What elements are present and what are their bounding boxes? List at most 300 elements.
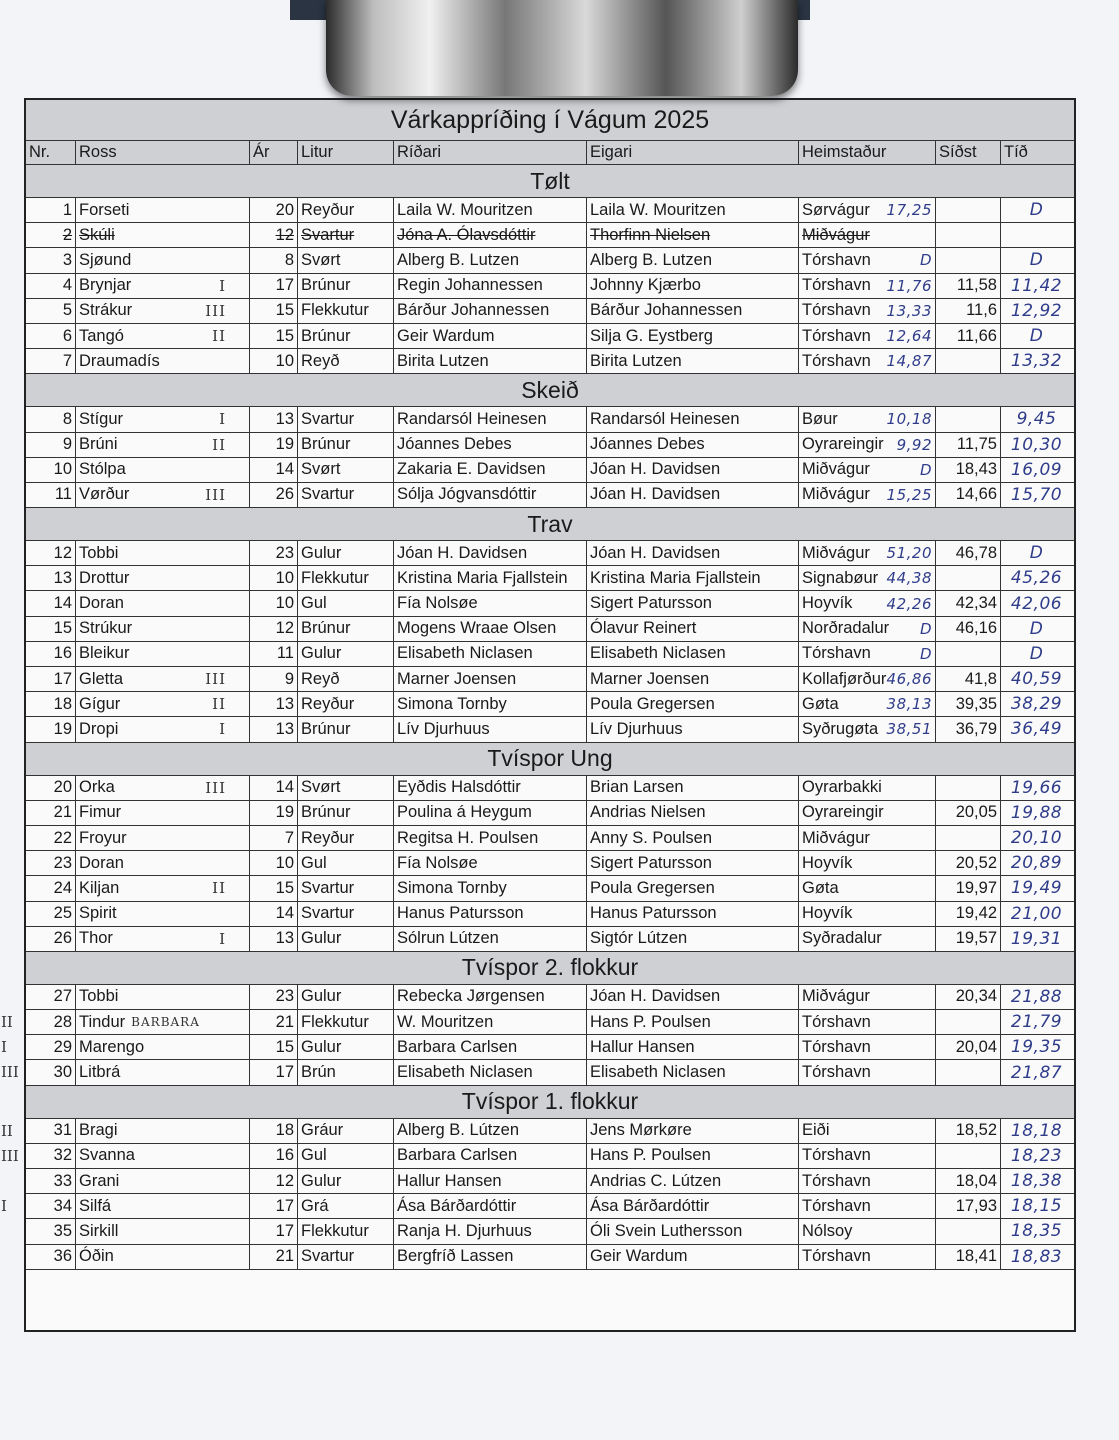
litur-cell: Gul [298, 591, 394, 615]
heimstadur-name: Tórshavn [802, 644, 871, 663]
sidst-cell [936, 566, 1001, 590]
tid-cell: 21,88 [1010, 986, 1063, 1007]
tid-cell: 19,88 [1010, 802, 1063, 823]
eigari-cell: Andrias Nielsen [587, 801, 799, 825]
heimstadur-cell [799, 1194, 936, 1218]
heimstadur-cell [799, 198, 936, 222]
ar-cell: 12 [250, 1169, 298, 1193]
eigari-cell: Marner Joensen [587, 667, 799, 691]
heimstadur-name: Kollafjørður [802, 669, 887, 688]
heimstadur-name: Tórshavn [802, 1012, 871, 1031]
litur-cell: Svartur [298, 407, 394, 431]
ridari-cell: Ranja H. Djurhuus [394, 1219, 587, 1243]
eigari-cell: Anny S. Poulsen [587, 826, 799, 850]
eigari-cell: Andrias C. Lútzen [587, 1169, 799, 1193]
ridari-cell: Poulina á Heygum [394, 801, 587, 825]
handwritten-time: D [919, 251, 932, 270]
heimstadur-cell [799, 324, 936, 348]
table-row [26, 927, 1074, 952]
tid-cell: D [1029, 326, 1044, 347]
eigari-cell: Silja G. Eystberg [587, 324, 799, 348]
tid-cell: 21,00 [1010, 903, 1063, 924]
ar-cell: 7 [250, 826, 298, 850]
ar-cell: 15 [250, 299, 298, 323]
sidst-cell: 41,8 [936, 667, 1001, 691]
ross-name: Doran [79, 853, 124, 872]
ross-name: Tangó [79, 326, 124, 345]
ar-cell: 21 [250, 1245, 298, 1269]
eigari-cell: Jóan H. Davidsen [587, 541, 799, 565]
handwritten-time: 46,86 [886, 670, 932, 689]
tid-cell: 15,70 [1010, 484, 1063, 505]
heimstadur-cell [799, 274, 936, 298]
table-row [26, 1169, 1074, 1194]
ross-cell [76, 483, 250, 507]
litur-cell: Svørt [298, 458, 394, 482]
litur-cell: Flekkutur [298, 299, 394, 323]
heimstadur-name: Miðvágur [802, 460, 870, 479]
tid-cell: D [1029, 618, 1044, 639]
sidst-cell: 11,58 [936, 274, 1001, 298]
column-header: Ríðari [394, 141, 587, 164]
nr-cell: 12 [26, 541, 76, 565]
table-row [26, 483, 1074, 508]
ross-cell [76, 826, 250, 850]
handwritten-mark: II [212, 879, 226, 898]
litur-cell: Brúnur [298, 617, 394, 641]
table-row [26, 667, 1074, 692]
nr-cell: 5 [26, 299, 76, 323]
ross-cell [76, 801, 250, 825]
table-row [26, 801, 1074, 826]
nr-cell: 15 [26, 617, 76, 641]
heimstadur-cell [799, 248, 936, 272]
sidst-cell [936, 776, 1001, 800]
column-header: Heimstaður [799, 141, 936, 164]
ross-name: Fimur [79, 803, 122, 822]
eigari-cell: Jóan H. Davidsen [587, 985, 799, 1009]
ridari-cell: Elisabeth Niclasen [394, 1060, 587, 1084]
ross-name: Tobbi [79, 987, 119, 1006]
heimstadur-cell [799, 1119, 936, 1143]
litur-cell: Gulur [298, 985, 394, 1009]
tid-cell [1001, 223, 1072, 247]
sidst-cell [936, 1060, 1001, 1084]
ar-cell: 13 [250, 927, 298, 951]
sidst-cell [936, 642, 1001, 666]
litur-cell: Gul [298, 1144, 394, 1168]
heimstadur-cell [799, 458, 936, 482]
sidst-cell [936, 826, 1001, 850]
ross-name: Sjøund [79, 250, 132, 269]
table-row [26, 566, 1074, 591]
tid-cell: 18,15 [1010, 1196, 1063, 1217]
ross-name: Stólpa [79, 460, 126, 479]
handwritten-mark: I [219, 929, 226, 948]
sidst-cell [936, 248, 1001, 272]
ross-name: Gletta [79, 669, 124, 688]
section-heading: Tvíspor 1. flokkur [26, 1086, 1074, 1119]
heimstadur-name: Bøur [802, 409, 838, 428]
ross-name: Tobbi [79, 543, 119, 562]
ridari-cell: Laila W. Mouritzen [394, 198, 587, 222]
sidst-cell [936, 1010, 1001, 1034]
eigari-cell: Hans P. Poulsen [587, 1010, 799, 1034]
tid-cell: D [1029, 643, 1044, 664]
handwritten-time: 51,20 [886, 544, 932, 563]
handwritten-time: 14,87 [886, 352, 932, 371]
heimstadur-cell [799, 692, 936, 716]
litur-cell: Grá [298, 1194, 394, 1218]
sidst-cell: 20,05 [936, 801, 1001, 825]
table-row [26, 717, 1074, 742]
litur-cell: Svartur [298, 483, 394, 507]
ar-cell: 23 [250, 541, 298, 565]
sidst-cell: 20,34 [936, 985, 1001, 1009]
ross-name: Marengo [79, 1037, 145, 1056]
ridari-cell: Marner Joensen [394, 667, 587, 691]
sidst-cell: 18,52 [936, 1119, 1001, 1143]
heimstadur-cell [799, 433, 936, 457]
tid-cell: 21,87 [1010, 1062, 1063, 1083]
eigari-cell: Hallur Hansen [587, 1035, 799, 1059]
ross-cell [76, 667, 250, 691]
ross-cell [76, 324, 250, 348]
nr-cell: 1 [26, 198, 76, 222]
ar-cell: 13 [250, 692, 298, 716]
handwritten-mark: I [219, 276, 226, 295]
ridari-cell: Alberg B. Lútzen [394, 1119, 587, 1143]
ar-cell: 15 [250, 1035, 298, 1059]
ross-cell [76, 642, 250, 666]
sidst-cell: 11,75 [936, 433, 1001, 457]
table-row [26, 1144, 1074, 1169]
eigari-cell: Sigtór Lútzen [587, 927, 799, 951]
tid-cell: 38,29 [1010, 694, 1063, 715]
heimstadur-cell [799, 223, 936, 247]
results-sheet [24, 98, 1076, 1332]
nr-cell: 24 [26, 876, 76, 900]
ar-cell: 12 [250, 223, 298, 247]
ross-name: Draumadís [79, 351, 160, 370]
litur-cell: Svartur [298, 1245, 394, 1269]
nr-cell: 22 [26, 826, 76, 850]
ridari-cell: Kristina Maria Fjallstein [394, 566, 587, 590]
nr-cell: 16 [26, 642, 76, 666]
ar-cell: 10 [250, 349, 298, 373]
nr-cell: 31 [26, 1119, 76, 1143]
ross-cell [76, 1119, 250, 1143]
heimstadur-name: Tórshavn [802, 250, 871, 269]
ar-cell: 13 [250, 717, 298, 741]
nr-cell: 21 [26, 801, 76, 825]
heimstadur-name: Tórshavn [802, 301, 871, 320]
heimstadur-name: Oyrareingir [802, 803, 884, 822]
table-row [26, 541, 1074, 566]
ross-cell [76, 566, 250, 590]
heimstadur-name: Hoyvík [802, 904, 853, 923]
nr-cell: 9 [26, 433, 76, 457]
nr-cell: 36 [26, 1245, 76, 1269]
ridari-cell: Randarsól Heinesen [394, 407, 587, 431]
ross-name: Óðin [79, 1247, 114, 1266]
nr-cell: 10 [26, 458, 76, 482]
ar-cell: 12 [250, 617, 298, 641]
ridari-cell: Fía Nolsøe [394, 591, 587, 615]
ross-cell [76, 776, 250, 800]
nr-cell: 33 [26, 1169, 76, 1193]
handwritten-time: 9,92 [896, 435, 932, 454]
tid-cell: 19,35 [1010, 1037, 1063, 1058]
table-row [26, 1219, 1074, 1244]
ross-cell [76, 851, 250, 875]
ar-cell: 10 [250, 851, 298, 875]
table-row [26, 591, 1074, 616]
section-heading: Skeið [26, 374, 1074, 407]
ross-cell [76, 692, 250, 716]
litur-cell: Gulur [298, 1035, 394, 1059]
eigari-cell: Jóan H. Davidsen [587, 483, 799, 507]
ross-name: Stígur [79, 409, 124, 428]
ridari-cell: Ása Bárðardóttir [394, 1194, 587, 1218]
ross-name: Silfá [79, 1196, 112, 1215]
heimstadur-cell [799, 902, 936, 926]
column-header: Ár [250, 141, 298, 164]
ridari-cell: Regitsa H. Poulsen [394, 826, 587, 850]
handwritten-mark: II [212, 435, 226, 454]
eigari-cell: Óli Svein Luthersson [587, 1219, 799, 1243]
heimstadur-name: Miðvágur [802, 828, 870, 847]
ross-cell [76, 407, 250, 431]
heimstadur-cell [799, 826, 936, 850]
ridari-cell: Eyðdis Halsdóttir [394, 776, 587, 800]
heimstadur-cell [799, 776, 936, 800]
ridari-cell: Bergfríð Lassen [394, 1245, 587, 1269]
handwritten-time: 12,64 [886, 327, 932, 346]
table-row [26, 458, 1074, 483]
ar-cell: 14 [250, 458, 298, 482]
ridari-cell: Simona Tornby [394, 692, 587, 716]
nr-cell: 8 [26, 407, 76, 431]
table-row [26, 1060, 1074, 1085]
tid-cell: D [1029, 543, 1044, 564]
table-row [26, 1119, 1074, 1144]
heimstadur-name: Hoyvík [802, 853, 853, 872]
table-row [26, 1035, 1074, 1060]
ross-name: Svanna [79, 1146, 135, 1165]
margin-mark: III [1, 1146, 19, 1165]
heimstadur-name: Gøta [802, 694, 839, 713]
margin-mark: II [1, 1121, 13, 1140]
ross-name: Strúkur [79, 619, 133, 638]
sidst-cell [936, 223, 1001, 247]
tid-cell: 12,92 [1010, 300, 1063, 321]
ross-cell [76, 223, 250, 247]
sidst-cell: 11,6 [936, 299, 1001, 323]
table-row [26, 223, 1074, 248]
sidst-cell: 42,34 [936, 591, 1001, 615]
nr-cell: 13 [26, 566, 76, 590]
margin-mark: I [1, 1038, 7, 1057]
nr-cell: 26 [26, 927, 76, 951]
tid-cell: 45,26 [1010, 568, 1063, 589]
ar-cell: 11 [250, 642, 298, 666]
ross-cell [76, 876, 250, 900]
ross-name: Brynjar [79, 276, 132, 295]
tid-cell: 18,23 [1010, 1145, 1063, 1166]
heimstadur-name: Miðvágur [802, 485, 870, 504]
ridari-cell: Mogens Wraae Olsen [394, 617, 587, 641]
heimstadur-cell [799, 1144, 936, 1168]
heimstadur-name: Tórshavn [802, 1247, 871, 1266]
ar-cell: 8 [250, 248, 298, 272]
ar-cell: 17 [250, 274, 298, 298]
eigari-cell: Hanus Patursson [587, 902, 799, 926]
litur-cell: Reyð [298, 349, 394, 373]
column-header: Tíð [1004, 143, 1028, 161]
litur-cell: Svørt [298, 776, 394, 800]
ar-cell: 21 [250, 1010, 298, 1034]
ross-cell [76, 1219, 250, 1243]
ridari-cell: Jóna A. Ólavsdóttir [394, 223, 587, 247]
heimstadur-cell [799, 617, 936, 641]
column-header: Nr. [26, 141, 76, 164]
ross-name: Vørður [79, 485, 130, 504]
litur-cell: Svartur [298, 223, 394, 247]
nr-cell: 25 [26, 902, 76, 926]
heimstadur-name: Syðradalur [802, 929, 882, 948]
ross-cell [76, 198, 250, 222]
eigari-cell: Ása Bárðardóttir [587, 1194, 799, 1218]
ridari-cell: Jóannes Debes [394, 433, 587, 457]
margin-mark: III [1, 1063, 19, 1082]
sidst-cell [936, 407, 1001, 431]
heimstadur-name: Oyrareingir [802, 435, 884, 454]
heimstadur-cell [799, 1219, 936, 1243]
tid-cell: 16,09 [1010, 459, 1063, 480]
handwritten-time: 38,51 [886, 720, 932, 739]
margin-mark: I [1, 1197, 7, 1216]
ridari-cell: Sólrun Lútzen [394, 927, 587, 951]
nr-cell: 4 [26, 274, 76, 298]
table-row [26, 407, 1074, 432]
tid-cell: D [1029, 200, 1044, 221]
heimstadur-name: Miðvágur [802, 225, 870, 244]
eigari-cell: Hans P. Poulsen [587, 1144, 799, 1168]
handwritten-mark: III [205, 301, 226, 320]
heimstadur-cell [799, 801, 936, 825]
eigari-cell: Johnny Kjærbo [587, 274, 799, 298]
ridari-cell: Fía Nolsøe [394, 851, 587, 875]
ross-cell [76, 1144, 250, 1168]
litur-cell: Reyð [298, 667, 394, 691]
ross-name: Doran [79, 594, 124, 613]
heimstadur-name: Syðrugøta [802, 719, 879, 738]
section-heading: Tvíspor 2. flokkur [26, 952, 1074, 985]
heimstadur-name: Eiði [802, 1121, 830, 1140]
heimstadur-name: Hoyvík [802, 594, 853, 613]
litur-cell: Svartur [298, 902, 394, 926]
litur-cell: Flekkutur [298, 566, 394, 590]
litur-cell: Brúnur [298, 324, 394, 348]
sidst-cell: 14,66 [936, 483, 1001, 507]
ross-name: Froyur [79, 828, 127, 847]
eigari-cell: Poula Gregersen [587, 876, 799, 900]
tid-cell: 18,35 [1010, 1221, 1063, 1242]
eigari-cell: Ólavur Reinert [587, 617, 799, 641]
sidst-cell: 46,78 [936, 541, 1001, 565]
heimstadur-cell [799, 851, 936, 875]
heimstadur-name: Signabøur [802, 568, 879, 587]
eigari-cell: Kristina Maria Fjallstein [587, 566, 799, 590]
nr-cell: 17 [26, 667, 76, 691]
ar-cell: 15 [250, 324, 298, 348]
table-row [26, 349, 1074, 374]
ross-name: Thor [79, 929, 113, 948]
ar-cell: 23 [250, 985, 298, 1009]
eigari-cell: Jóannes Debes [587, 433, 799, 457]
eigari-cell: Sigert Patursson [587, 591, 799, 615]
nr-cell: 19 [26, 717, 76, 741]
tid-cell: 40,59 [1010, 669, 1063, 690]
heimstadur-name: Tórshavn [802, 1037, 871, 1056]
litur-cell: Flekkutur [298, 1010, 394, 1034]
ross-cell [76, 1035, 250, 1059]
ross-name: Strákur [79, 301, 133, 320]
ridari-cell: Zakaria E. Davidsen [394, 458, 587, 482]
ross-name: Kiljan [79, 878, 120, 897]
column-header-row [26, 141, 1074, 165]
tid-cell: 18,18 [1010, 1120, 1063, 1141]
tid-cell: 20,89 [1010, 853, 1063, 874]
ridari-cell: Barbara Carlsen [394, 1144, 587, 1168]
heimstadur-name: Tórshavn [802, 1196, 871, 1215]
results-body [26, 165, 1074, 1270]
nr-cell: 27 [26, 985, 76, 1009]
ridari-cell: Jóan H. Davidsen [394, 541, 587, 565]
ridari-cell: Sólja Jógvansdóttir [394, 483, 587, 507]
sidst-cell: 19,42 [936, 902, 1001, 926]
nr-cell: 7 [26, 349, 76, 373]
ross-name: Sirkill [79, 1221, 119, 1240]
sidst-cell: 20,04 [936, 1035, 1001, 1059]
heimstadur-name: Tórshavn [802, 326, 871, 345]
ross-name: Drottur [79, 568, 130, 587]
sidst-cell [936, 198, 1001, 222]
ridari-cell: Alberg B. Lutzen [394, 248, 587, 272]
ross-name: Brúni [79, 435, 118, 454]
litur-cell: Reyður [298, 198, 394, 222]
sheet-title: Várkappríðing í Vágum 2025 [26, 100, 1074, 141]
ross-cell [76, 248, 250, 272]
ross-name: Spirit [79, 904, 117, 923]
sidst-cell: 19,97 [936, 876, 1001, 900]
ross-cell [76, 902, 250, 926]
ridari-cell: Hallur Hansen [394, 1169, 587, 1193]
ar-cell: 17 [250, 1219, 298, 1243]
ridari-cell: Elisabeth Niclasen [394, 642, 587, 666]
heimstadur-cell [799, 1010, 936, 1034]
heimstadur-cell [799, 927, 936, 951]
section-heading: Trav [26, 508, 1074, 541]
nr-cell: 23 [26, 851, 76, 875]
heimstadur-name: Sørvágur [802, 200, 870, 219]
heimstadur-cell [799, 642, 936, 666]
sidst-cell: 18,41 [936, 1245, 1001, 1269]
table-row [26, 433, 1074, 458]
heimstadur-name: Tórshavn [802, 1171, 871, 1190]
eigari-cell: Randarsól Heinesen [587, 407, 799, 431]
